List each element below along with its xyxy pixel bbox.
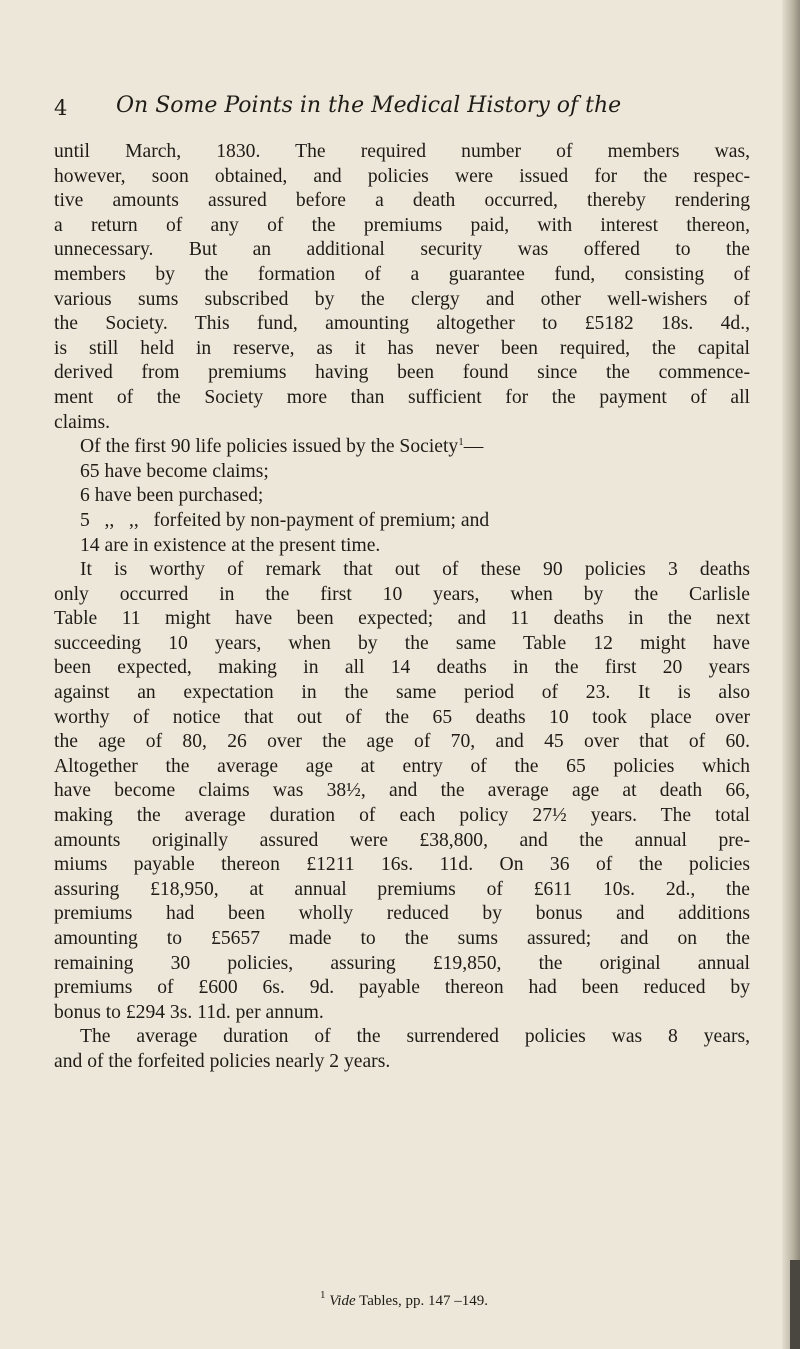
- text-line: claims.: [54, 411, 111, 433]
- footnote-reference: 1: [458, 436, 464, 449]
- text-line: amounts originally assured were £38,800, and the annual pre-: [54, 829, 750, 851]
- text-line: the age of 80, 26 over the age of 70, and 45 over that of 60.: [54, 731, 750, 753]
- list-item: 5 ,, ,, forfeited by non-payment of premium; and: [80, 509, 490, 531]
- text-line: until March, 1830. The required number of members was,: [54, 141, 750, 162]
- text-line: unnecessary. But an additional security was offered to the: [54, 239, 750, 261]
- text-line: miums payable thereon £1211 16s. 11d. On 36 of the policies: [54, 854, 750, 876]
- list-item: 65 have become claims;: [80, 460, 269, 482]
- footnote-emphasis: Vide: [329, 1293, 356, 1309]
- text-line: is still held in reserve, as it has never been required, the capital: [54, 337, 750, 359]
- list-item: 6 have been purchased;: [80, 485, 264, 507]
- text-line: premiums of £600 6s. 9d. payable thereon had been reduced by: [54, 977, 750, 999]
- text-line: various sums subscribed by the clergy and other well-wishers of: [54, 288, 750, 310]
- text-line: and of the forfeited policies nearly 2 years.: [54, 1050, 391, 1072]
- text-line: been expected, making in all 14 deaths in the first 20 years: [54, 657, 750, 679]
- text-line: worthy of notice that out of the 65 deaths 10 took place over: [54, 706, 750, 728]
- text-line: assuring £18,950, at annual premiums of £611 10s. 2d., the: [54, 878, 750, 900]
- text-line: ment of the Society more than sufficient for the payment of all: [54, 386, 750, 408]
- text-line: derived from premiums having been found since the commence-: [54, 362, 750, 384]
- page-number: 4: [54, 96, 68, 120]
- running-title: On Some Points in the Medical History of the: [116, 93, 622, 118]
- text-line: a return of any of the premiums paid, with interest thereon,: [54, 214, 750, 236]
- footnote: [320, 1289, 489, 1310]
- text-line: only occurred in the first 10 years, when by the Carlisle: [54, 583, 750, 605]
- text-line: [54, 435, 750, 460]
- text-line: however, soon obtained, and policies were issued for the respec-: [54, 165, 750, 187]
- footnote-text: Tables, pp. 147 –149.: [355, 1293, 489, 1309]
- text-line: making the average duration of each policy 27½ years. The total: [54, 805, 750, 827]
- text-line: have become claims was 38½, and the average age at death 66,: [54, 780, 750, 802]
- text-line: premiums had been wholly reduced by bonus and additions: [54, 903, 750, 925]
- text-line-content: Of the first 90 life policies issued by the Society: [80, 436, 459, 458]
- page-edge: [782, 0, 800, 1349]
- page-header: [54, 93, 754, 129]
- text-line: tive amounts assured before a death occurred, thereby rendering: [54, 190, 750, 212]
- text-line: the Society. This fund, amounting altogether to £5182 18s. 4d.,: [54, 313, 750, 335]
- page-edge-shadow: [790, 1260, 800, 1349]
- text-line: remaining 30 policies, assuring £19,850, the original annual: [54, 952, 750, 974]
- text-line: succeeding 10 years, when by the same Table 12 might have: [54, 632, 750, 654]
- text-line: Altogether the average age at entry of the 65 policies which: [54, 755, 750, 777]
- text-line: The average duration of the surrendered policies was 8 years,: [80, 1026, 750, 1048]
- text-line: Table 11 might have been expected; and 11 deaths in the next: [54, 608, 750, 630]
- body-text: [54, 140, 750, 1075]
- text-line: It is worthy of remark that out of these 90 policies 3 deaths: [80, 559, 750, 581]
- footnote-marker: 1: [320, 1289, 326, 1301]
- list-item: 14 are in existence at the present time.: [80, 534, 381, 556]
- text-line: against an expectation in the same period of 23. It is also: [54, 682, 750, 704]
- text-line: members by the formation of a guarantee fund, consisting of: [54, 263, 750, 285]
- dash: —: [463, 436, 484, 458]
- text-line: amounting to £5657 made to the sums assured; and on the: [54, 928, 750, 949]
- text-line: bonus to £294 3s. 11d. per annum.: [54, 1001, 324, 1023]
